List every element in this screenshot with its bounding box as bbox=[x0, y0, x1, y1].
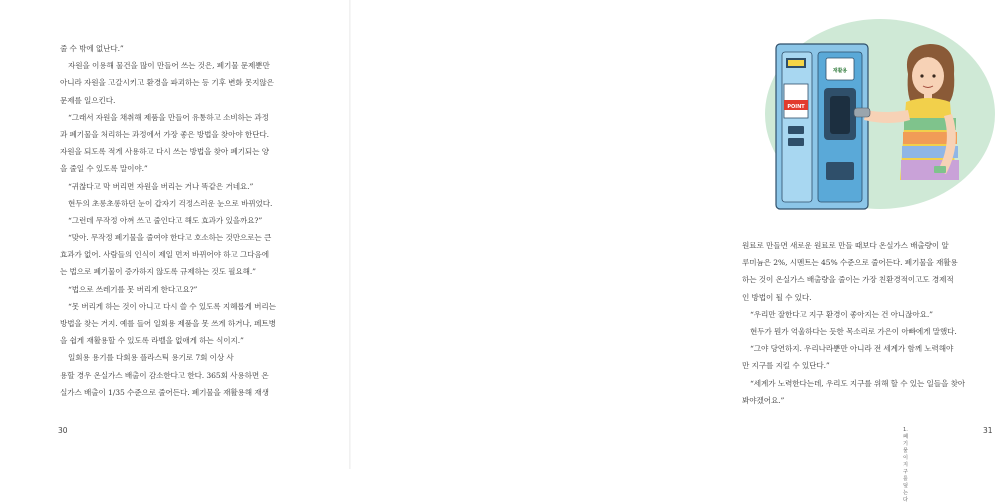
girl-eye-right bbox=[932, 74, 935, 77]
right-page-body-text bbox=[742, 237, 987, 409]
machine-top-sign-inner bbox=[788, 60, 804, 66]
text-line: 실가스 배출이 1/35 수준으로 줄어든다. 폐기물을 재활용해 재생 bbox=[60, 387, 269, 397]
text-line: 현두가 뭔가 억울하다는 듯한 목소리로 가은이 아빠에게 말했다. bbox=[750, 326, 957, 336]
card-in-hand bbox=[934, 166, 946, 173]
right-page-number: 31 bbox=[983, 426, 993, 435]
text-line: “우리만 잘한다고 지구 환경이 좋아지는 건 아니잖아요.” bbox=[750, 309, 933, 319]
text-line: “그런데 무작정 아껴 쓰고 줄인다고 해도 효과가 있을까요?” bbox=[68, 215, 263, 225]
text-line: 방법을 찾는 거지. 예를 들어 일회용 제품을 못 쓰게 하거나, 페트병 bbox=[60, 319, 276, 328]
girl-face bbox=[912, 57, 944, 95]
running-head: 1. 폐기물이 지구를 덮는다 bbox=[903, 427, 909, 503]
text-line: 루미늄은 2%, 시멘트는 45% 수준으로 줄어든다. 폐기물을 재활용 bbox=[742, 258, 958, 268]
text-line: 는 법으로 폐기물이 증가하지 않도록 규제하는 것도 필요해.” bbox=[60, 267, 256, 277]
left-page-body-text bbox=[60, 40, 300, 401]
right-page bbox=[350, 0, 993, 503]
text-line: “그래서 자원을 채취해 제품을 만들어 유통하고 소비하는 과정 bbox=[68, 112, 269, 122]
text-line: 하는 것이 온실가스 배출량을 줄이는 가장 친환경적이고도 경제적 bbox=[742, 275, 954, 285]
text-line: 용할 경우 온실가스 배출이 감소한다고 한다. 365회 사용하면 온 bbox=[60, 370, 269, 380]
left-page bbox=[0, 0, 350, 469]
machine-button-1 bbox=[788, 126, 804, 134]
text-line: 문제를 일으킨다. bbox=[60, 95, 116, 105]
text-line: “못 버리게 하는 것이 아니고 다시 쓸 수 있도록 지혜롭게 버리는 bbox=[68, 301, 276, 311]
text-line: 을 쉽게 재활용할 수 있도록 라벨을 없애게 하는 식이지.” bbox=[60, 336, 244, 346]
text-line: 만 지구를 지킬 수 있단다.” bbox=[742, 361, 830, 371]
text-line: 자원을 이용해 물건을 많이 만들어 쓰는 것은, 폐기물 문제뿐만 bbox=[68, 61, 270, 71]
machine-button-2 bbox=[788, 138, 804, 146]
machine-dispenser bbox=[826, 162, 854, 180]
text-line: “그야 당연하지. 우리나라뿐만 아니라 전 세계가 함께 노력해야 bbox=[750, 344, 954, 354]
text-line: 자원을 되도록 적게 사용하고 다시 쓰는 방법을 찾아 폐기되는 양 bbox=[60, 147, 269, 157]
left-page-number: 30 bbox=[58, 426, 68, 435]
text-line: “법으로 쓰레기를 못 버리게 한다고요?” bbox=[68, 284, 198, 294]
text-line: 을 줄일 수 있도록 말이야.” bbox=[60, 164, 148, 174]
text-line: “맞아. 무작정 폐기물을 줄여야 한다고 호소하는 것만으로는 큰 bbox=[68, 233, 272, 243]
text-line: 봐야겠어요.” bbox=[742, 395, 785, 405]
machine-point-label: POINT bbox=[787, 104, 805, 110]
text-line: 인 방법이 될 수 있다. bbox=[742, 292, 812, 302]
text-line: 과 폐기물을 처리하는 과정에서 가장 좋은 방법을 찾아야 한단다. bbox=[60, 129, 269, 139]
text-line: “귀찮다고 막 버리면 자원을 버리는 거나 똑같은 거네요.” bbox=[68, 181, 254, 191]
text-line: 현두의 초롱초롱하던 눈이 갑자기 걱정스러운 눈으로 바뀌었다. bbox=[68, 198, 273, 208]
text-line: 일회용 용기를 다회용 플라스틱 용기로 7회 이상 사 bbox=[68, 353, 234, 363]
machine-insert-slot-inner bbox=[830, 96, 850, 134]
aluminum-can bbox=[854, 108, 870, 117]
text-line: 원료로 만들면 새로운 원료로 만들 때보다 온실가스 배출량이 알 bbox=[742, 241, 949, 250]
recycling-machine-illustration bbox=[758, 14, 1003, 224]
text-line: “세계가 노력한다는데, 우리도 지구를 위해 할 수 있는 일들을 찾아 bbox=[750, 378, 966, 388]
text-line: 아니라 자원을 고갈시키고 환경을 파괴하는 등 기후 변화 못지않은 bbox=[60, 78, 274, 88]
text-line: 줄 수 밖에 없난다.” bbox=[60, 44, 124, 53]
girl-eye-left bbox=[920, 74, 923, 77]
text-line: 효과가 없어. 사람들의 인식이 제일 먼저 바뀌어야 하고 그다음에 bbox=[60, 250, 269, 260]
machine-slot-sign-label: 재활용 bbox=[832, 68, 848, 74]
